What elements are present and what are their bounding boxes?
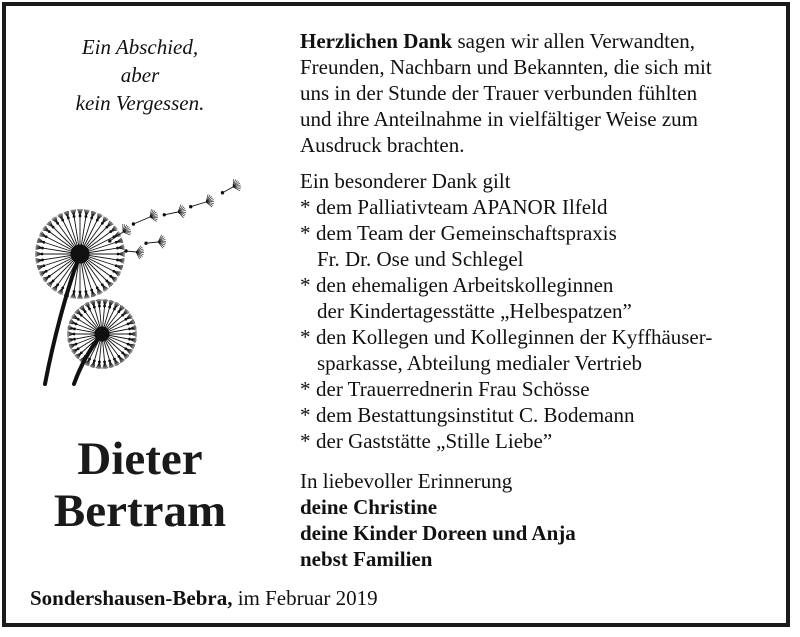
thanks-line1: sagen wir allen Verwandten, <box>452 29 696 53</box>
list-item-text: der Gaststätte „Stille Liebe” <box>316 429 553 453</box>
list-item-text: den Kollegen und Kolleginnen der Kyffhäuser- <box>316 325 713 349</box>
date: im Februar 2019 <box>232 586 378 610</box>
place: Sondershausen-Bebra, <box>30 586 233 610</box>
signature-line: nebst Familien <box>300 547 433 571</box>
thanks-line: Freunden, Nachbarn und Bekannten, die sich mit <box>300 55 712 79</box>
motto-line: aber <box>120 63 160 87</box>
list-item-text: den ehemaligen Arbeitskolleginnen <box>316 273 614 297</box>
list-item-text: dem Palliativteam APANOR Ilfeld <box>316 195 608 219</box>
list-item-continuation: Fr. Dr. Ose und Schlegel <box>317 247 524 271</box>
thanks-paragraph <box>300 28 770 158</box>
list-item-text: der Trauerrednerin Frau Schösse <box>316 377 590 401</box>
signature-line: deine Christine <box>300 495 438 519</box>
closing-block <box>300 468 770 572</box>
thanks-line: uns in der Stunde der Trauer verbunden fühlten <box>300 81 698 105</box>
deceased-name <box>30 433 250 537</box>
special-heading: Ein besonderer Dank gilt <box>300 169 511 193</box>
asterisk: * <box>300 377 311 401</box>
thanks-line: Ausdruck brachten. <box>300 133 465 157</box>
special-thanks <box>300 168 780 454</box>
asterisk: * <box>300 221 311 245</box>
asterisk: * <box>300 325 311 349</box>
asterisk: * <box>300 429 311 453</box>
asterisk: * <box>300 195 311 219</box>
thanks-bold-intro: Herzlichen Dank <box>300 29 453 53</box>
list-item <box>300 220 780 246</box>
list-item <box>300 376 780 402</box>
list-item-continuation: der Kindertagesstätte „Helbespatzen” <box>317 299 632 323</box>
motto-line: Ein Abschied, <box>81 35 199 59</box>
signature-line: deine Kinder Doreen und Anja <box>300 521 576 545</box>
list-item <box>300 324 780 350</box>
dandelion-illustration <box>28 172 258 392</box>
last-name: Bertram <box>53 485 227 537</box>
motto <box>40 33 240 117</box>
asterisk: * <box>300 273 311 297</box>
place-date <box>30 586 378 611</box>
list-item-text: dem Bestattungsinstitut C. Bodemann <box>316 403 635 427</box>
asterisk: * <box>300 403 311 427</box>
closing-intro: In liebevoller Erinnerung <box>300 469 513 493</box>
list-item <box>300 194 780 220</box>
first-name: Dieter <box>77 433 203 485</box>
list-item <box>300 272 780 298</box>
list-item <box>300 428 780 454</box>
list-item-continuation: sparkasse, Abteilung medialer Vertrieb <box>317 351 643 375</box>
list-item <box>300 402 780 428</box>
motto-line: kein Vergessen. <box>75 91 205 115</box>
thanks-line: und ihre Anteilnahme in vielfältiger Weise zum <box>300 107 698 131</box>
list-item-text: dem Team der Gemeinschaftspraxis <box>316 221 617 245</box>
